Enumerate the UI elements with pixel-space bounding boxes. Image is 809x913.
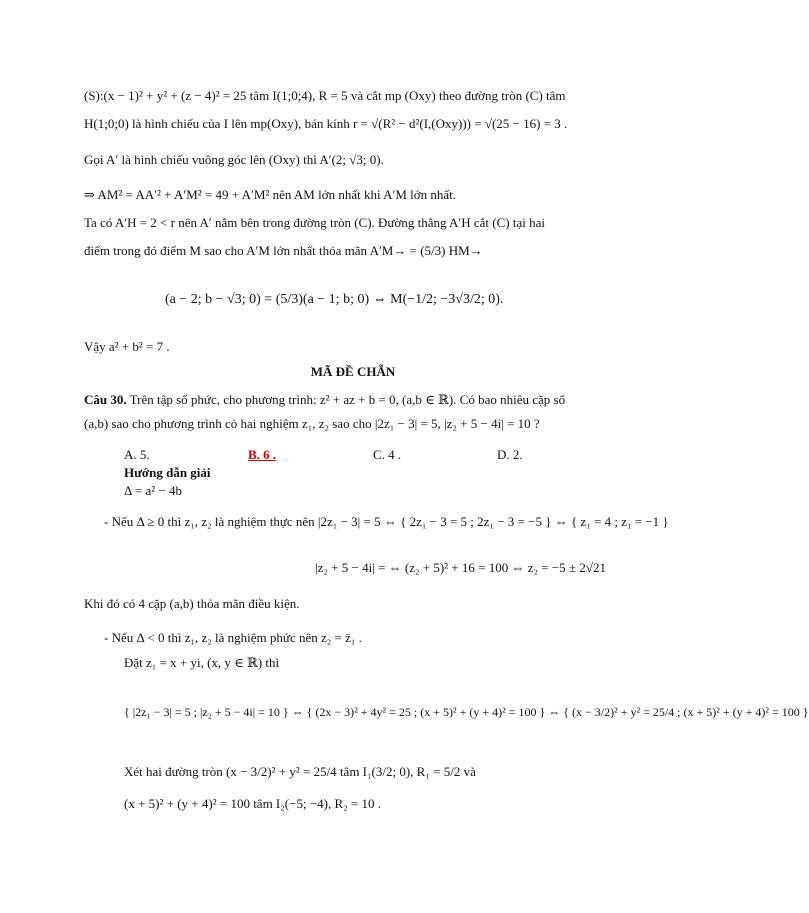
solution-line: - Nếu Δ < 0 thì z₁, z₂ là nghiệm phức nên z₂ = z̄₁ . [104, 630, 362, 645]
text-line: điểm trong đó điểm M sao cho A′M lớn nhất thỏa mãn A′M→ = (5/3) HM→ [84, 243, 483, 258]
text-line: Ta có A′H = 2 < r nên A′ nằm bên trong đường tròn (C). Đường thẳng A′H cắt (C) tại hai [84, 215, 545, 230]
solution-line: Δ = a² − 4b [124, 483, 182, 498]
text-line: ⇒ AM² = AA′² + A′M² = 49 + A′M² nên AM lớn nhất khi A′M lớn nhất. [84, 187, 457, 202]
solution-title: Hướng dẫn giải [124, 465, 211, 480]
text-line: Gọi A′ là hình chiếu vuông góc lên (Oxy) thì A′(2; √3; 0). [84, 152, 384, 167]
equation: (a − 2; b − √3; 0) = (5/3)(a − 1; b; 0) ⇔ M(−1/2; −3√3/2; 0). [165, 292, 504, 307]
question-line [84, 392, 565, 408]
option-d: D. 2. [497, 447, 523, 462]
text-line: (S):(x − 1)² + y² + (z − 4)² = 25 tâm I(1;0;4), R = 5 và cắt mp (Oxy) theo đường tròn (C) tâm [84, 88, 566, 103]
text-line: H(1;0;0) là hình chiếu của I lên mp(Oxy), bán kính r = √(R² − d²(I,(Oxy))) = √(25 − 16) = 3 . [84, 116, 568, 131]
solution-line: |z₂ + 5 − 4i| = ⇔ (z₂ + 5)² + 16 = 100 ⇔ z₂ = −5 ± 2√21 [315, 560, 606, 575]
solution-line: Khi đó có 4 cặp (a,b) thỏa mãn điều kiện. [84, 596, 300, 611]
section-heading: MÃ ĐỀ CHẴN [310, 364, 396, 379]
question-text: (a,b) sao cho phương trình có hai nghiệm z₁, z₂ sao cho |2z₁ − 3| = 5, |z₂ + 5 − 4i| = 10 ? [84, 416, 540, 431]
option-a: A. 5. [124, 447, 150, 462]
solution-line: - Nếu Δ ≥ 0 thì z₁, z₂ là nghiệm thực nên |2z₁ − 3| = 5 ⇔ { 2z₁ − 3 = 5 ; 2z₁ − 3 = −5 } ⇔ { z₁ = 4 ; z₁ = −1 } [104, 514, 669, 529]
option-b: B. 6 . [248, 447, 277, 462]
solution-line: (x + 5)² + (y + 4)² = 100 tâm I₂(−5; −4), R₂ = 10 . [124, 796, 382, 811]
equation-system: { |2z₁ − 3| = 5 ; |z₂ + 5 − 4i| = 10 } ⇔ { (2x − 3)² + 4y² = 25 ; (x + 5)² + (y + 4)² = 100 } ⇔ { (x − 3/2)² + y² = 25/4 ; (x + 5)² + (y + 4)² = 100 } [124, 705, 809, 719]
solution-line: Xét hai đường tròn (x − 3/2)² + y² = 25/4 tâm I₁(3/2; 0), R₁ = 5/2 và [124, 764, 476, 779]
solution-line: Đặt z₁ = x + yi, (x, y ∈ ℝ) thì [124, 655, 280, 670]
question-text: Trên tập số phức, cho phương trình: z² + az + b = 0, (a,b ∈ ℝ). Có bao nhiêu cặp số [129, 392, 566, 407]
option-c: C. 4 . [373, 447, 402, 462]
text-line: Vậy a² + b² = 7 . [84, 339, 170, 354]
question-label: Câu 30. [84, 392, 127, 407]
